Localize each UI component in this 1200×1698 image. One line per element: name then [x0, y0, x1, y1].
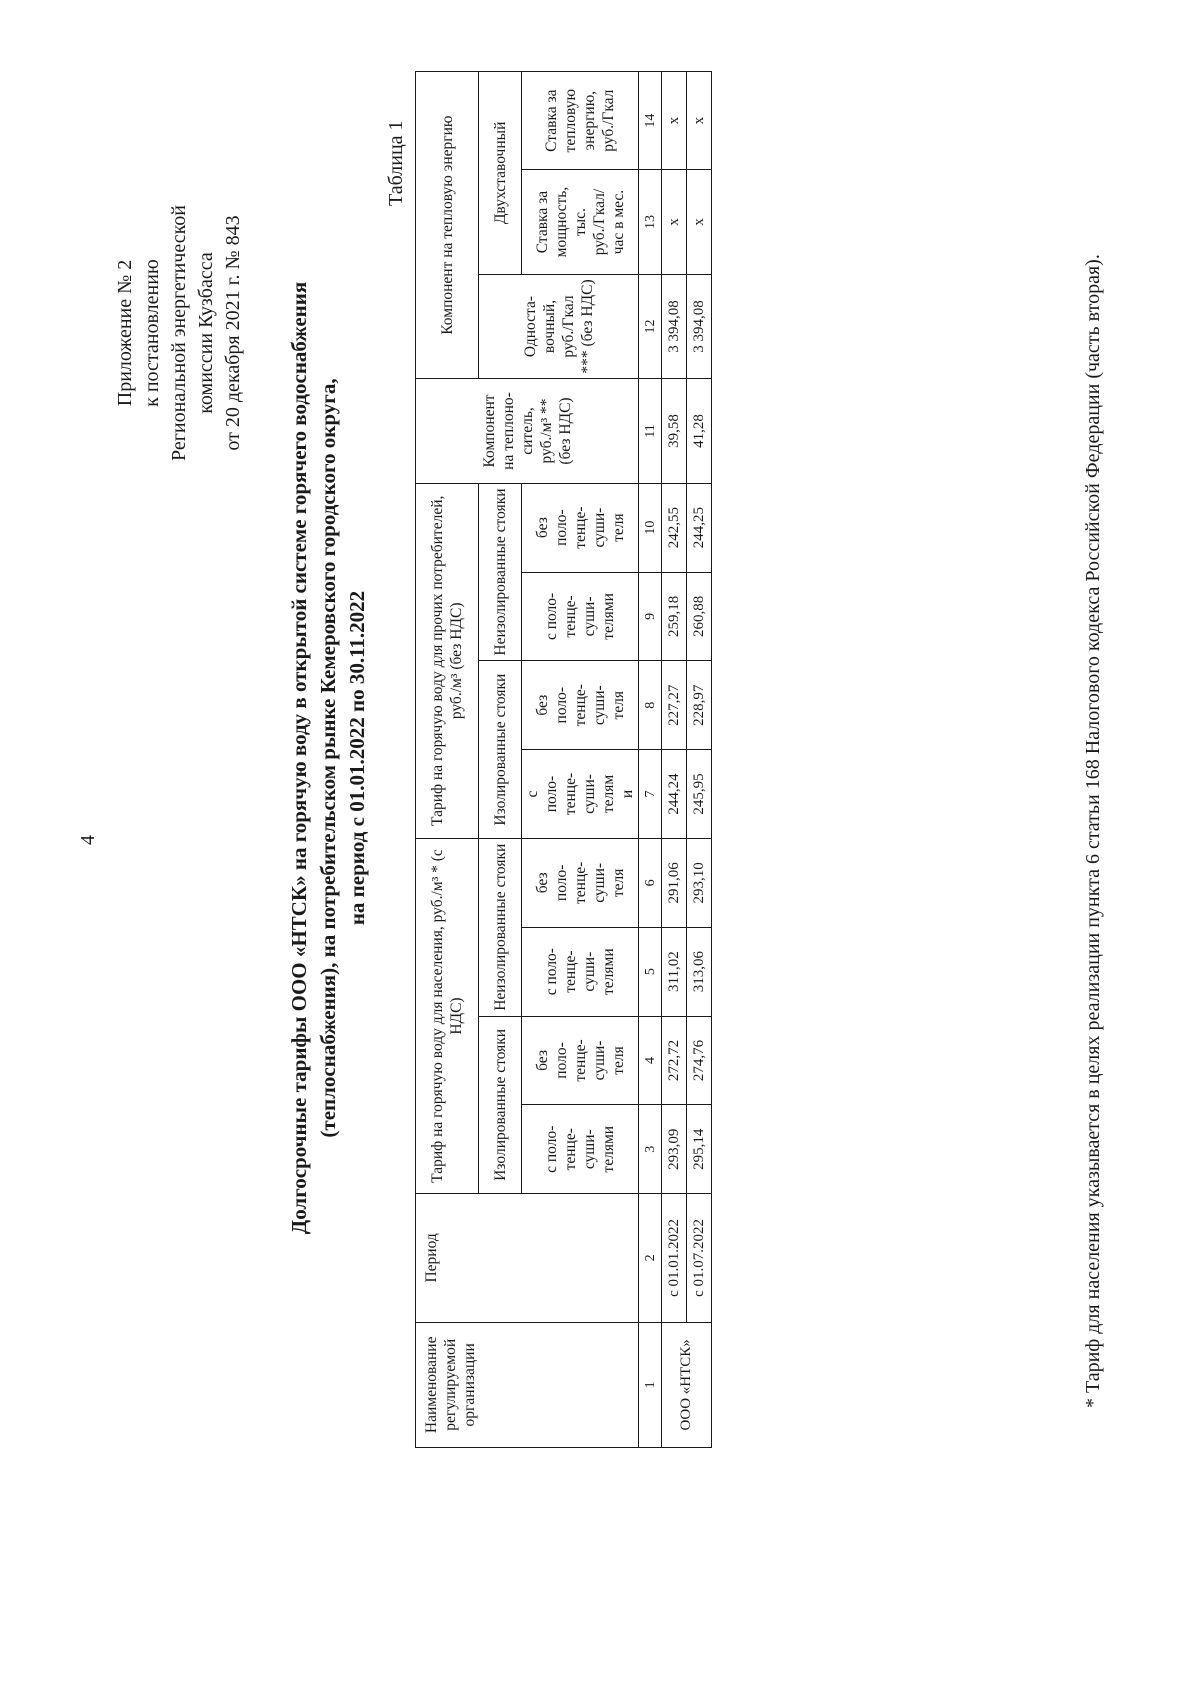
column-number: 10: [639, 483, 662, 572]
column-number: 8: [639, 661, 662, 750]
appendix-line: Региональной энергетической: [168, 204, 190, 462]
value-cell: 227,27: [662, 661, 687, 750]
header-non-insulated: Неизолированные стояки: [479, 838, 522, 1016]
value-cell: x: [662, 170, 687, 274]
column-number: 12: [639, 274, 662, 378]
header-with-towel: с поло- тенце- суши- телями: [522, 572, 639, 661]
column-number: 13: [639, 170, 662, 274]
document-title: [285, 208, 372, 1308]
column-number: 3: [639, 1105, 662, 1194]
appendix-block: [112, 63, 247, 603]
title-line: на период с 01.01.2022 по 30.11.2022: [345, 590, 369, 926]
value-cell: 244,24: [662, 750, 687, 839]
header-other-tariff: Тариф на горячую воду для прочих потребителей, руб./м³ (без НДС): [416, 483, 479, 838]
header-single-rate: Односта- вочный, руб./Гкал *** (без НДС): [479, 274, 639, 378]
header-without-towel: без поло- тенце- суши- теля: [522, 483, 639, 572]
value-cell: 260,88: [687, 572, 712, 661]
value-cell: 293,10: [687, 838, 712, 927]
value-cell: 244,25: [687, 483, 712, 572]
value-cell: 242,55: [662, 483, 687, 572]
value-cell: 228,97: [687, 661, 712, 750]
column-number: 11: [639, 379, 662, 483]
period-cell: с 01.07.2022: [687, 1194, 712, 1323]
header-period: Период: [416, 1194, 639, 1323]
value-cell: x: [687, 170, 712, 274]
header-with-towel: с поло- тенце- суши- телям и: [522, 750, 639, 839]
header-without-towel: без поло- тенце- суши- теля: [522, 1016, 639, 1105]
value-cell: 39,58: [662, 379, 687, 483]
value-cell: 41,28: [687, 379, 712, 483]
header-with-towel: с поло- тенце- суши- телями: [522, 927, 639, 1016]
column-number: 6: [639, 838, 662, 927]
column-number: 4: [639, 1016, 662, 1105]
page-number: 4: [77, 835, 99, 845]
table-row: [687, 72, 712, 1448]
column-number: 14: [639, 72, 662, 170]
footnote: * Тариф для населения указывается в целях реализации пункта 6 статьи 168 Налогового кодекса Российской Федерации (часть вторая).: [1082, 254, 1104, 1408]
column-number: 7: [639, 750, 662, 839]
header-non-insulated: Неизолированные стояки: [479, 483, 522, 661]
tariff-table: [415, 71, 712, 1448]
header-insulated: Изолированные стояки: [479, 661, 522, 839]
header-with-towel: с поло- тенце- суши- телями: [522, 1105, 639, 1194]
header-heat-energy: Компонент на тепловую энергию: [416, 72, 479, 379]
header-capacity-rate: Ставка за мощность, тыс. руб./Гкал/ час в мес.: [522, 170, 639, 274]
table-label: Таблица 1: [385, 120, 407, 206]
header-without-towel: без поло- тенце- суши- теля: [522, 838, 639, 927]
header-org: Наименование регулируемой организации: [416, 1322, 639, 1447]
value-cell: 295,14: [687, 1105, 712, 1194]
table-row: [662, 72, 687, 1448]
appendix-line: комиссии Кузбасса: [195, 252, 217, 414]
column-number-row: [639, 72, 662, 1448]
value-cell: 291,06: [662, 838, 687, 927]
value-cell: 274,76: [687, 1016, 712, 1105]
value-cell: x: [662, 72, 687, 170]
header-two-rate: Двухставочный: [479, 72, 522, 275]
org-name-cell: ООО «НТСК»: [662, 1322, 712, 1447]
title-line: Долгосрочные тарифы ООО «НТСК» на горячую воду в открытой системе горячего водоснабжения: [287, 281, 311, 1235]
value-cell: x: [687, 72, 712, 170]
value-cell: 3 394,08: [687, 274, 712, 378]
appendix-line: от 20 декабря 2021 г. № 843: [222, 215, 244, 451]
column-number: 5: [639, 927, 662, 1016]
column-number: 2: [639, 1194, 662, 1323]
value-cell: 259,18: [662, 572, 687, 661]
header-heat-carrier: Компонент на теплоно- ситель, руб./м³ ** (без НДС): [416, 379, 639, 483]
value-cell: 311,02: [662, 927, 687, 1016]
value-cell: 313,06: [687, 927, 712, 1016]
period-cell: с 01.01.2022: [662, 1194, 687, 1323]
header-insulated: Изолированные стояки: [479, 1016, 522, 1194]
header-energy-rate: Ставка за тепловую энергию, руб./Гкал: [522, 72, 639, 170]
value-cell: 3 394,08: [662, 274, 687, 378]
header-population-tariff: Тариф на горячую воду для населения, руб./м³ * (с НДС): [416, 838, 479, 1193]
value-cell: 245,95: [687, 750, 712, 839]
value-cell: 293,09: [662, 1105, 687, 1194]
column-number: 1: [639, 1322, 662, 1447]
header-without-towel: без поло- тенце- суши- теля: [522, 661, 639, 750]
value-cell: 272,72: [662, 1016, 687, 1105]
appendix-line: Приложение № 2: [114, 259, 136, 407]
title-line: (теплоснабжения), на потребительском рынке Кемеровского городского округа,: [316, 378, 340, 1138]
appendix-line: к постановлению: [141, 259, 163, 407]
column-number: 9: [639, 572, 662, 661]
